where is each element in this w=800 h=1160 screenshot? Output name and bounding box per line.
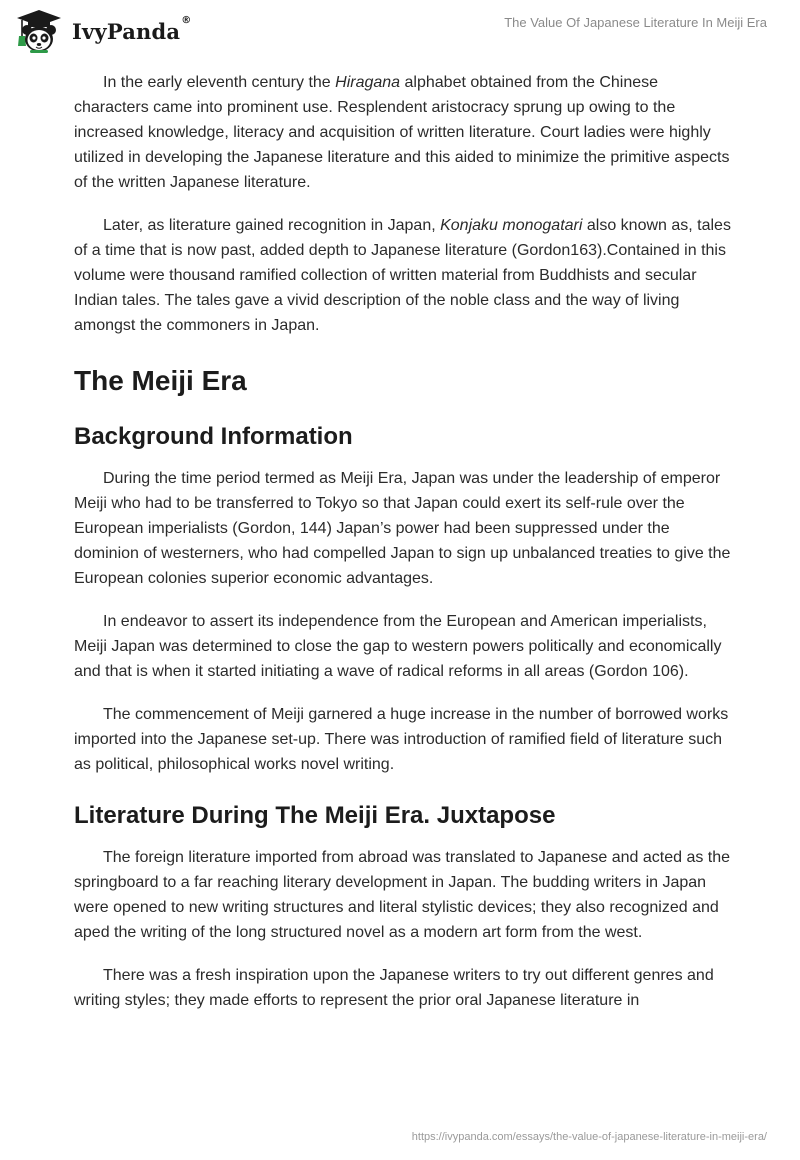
paragraph-literature-2: There was a fresh inspiration upon the Japanese writers to try out different genres and writing styles; they made efforts to represent the prior oral Japanese literature in — [74, 967, 714, 1009]
paragraph-literature-1: The foreign literature imported from abroad was translated to Japanese and acted as the springboard to a far reaching literary development in Japan. The budding writers in Japan were opened to new writing structures and literal stylistic devices; they also recognized and aped the writing of the long structured novel as a modern art form from the west. — [74, 849, 731, 941]
essay-body — [74, 70, 732, 1031]
paragraph-konjaku: Later, as literature gained recognition in Japan, Konjaku monogatari also known as, tales of a time that is now past, added depth to Japanese literature (Gordon163).Contained in this volume were thousand ramified collection of written material from Buddhists and secular Indian tales. The tales gave a vivid description of the noble class and the way of living amongst the commoners in Japan. — [74, 217, 731, 334]
subheading-background-information: Background Information — [74, 423, 353, 450]
source-url[interactable]: https://ivypanda.com/essays/the-value-of-japanese-literature-in-meiji-era/ — [411, 1131, 767, 1143]
term-konjaku-monogatari: Konjaku monogatari — [440, 217, 583, 234]
section-heading-meiji-era: The Meiji Era — [74, 365, 247, 396]
panda-graduate-icon — [14, 8, 64, 54]
paragraph-background-3: The commencement of Meiji garnered a huge increase in the number of borrowed works imported into the Japanese set-up. There was introduction of ramified field of literature such as political, philosophical works novel writing. — [74, 706, 729, 773]
paragraph-hiragana: In the early eleventh century the Hiragana alphabet obtained from the Chinese characters came into prominent use. Resplendent aristocracy sprung up owing to the increased knowledge, literacy and acquisition of written literature. Court ladies were highly utilized in developing the Japanese literature and this aided to minimize the primitive aspects of the written Japanese literature. — [74, 74, 730, 191]
document-title: The Value Of Japanese Literature In Meiji Era — [504, 15, 767, 30]
ivypanda-logo[interactable] — [14, 8, 191, 54]
paragraph-background-1: During the time period termed as Meiji Era, Japan was under the leadership of emperor Meiji who had to be transferred to Tokyo so that Japan could exert its self-rule over the European imperialists (Gordon, 144) Japan’s power had been suppressed under the dominion of westerners, who had compelled Japan to sign up unbalanced treaties to give the European colonies superior economic advantages. — [74, 470, 731, 587]
logo-wordmark: IvyPanda® — [72, 14, 192, 44]
term-hiragana: Hiragana — [335, 74, 401, 91]
subheading-literature-meiji-era: Literature During The Meiji Era. Juxtapose — [74, 802, 556, 829]
page-header — [0, 0, 800, 62]
paragraph-background-2: In endeavor to assert its independence from the European and American imperialists, Meiji Japan was determined to close the gap to western powers politically and economically and that is when it started initiating a wave of radical reforms in all areas (Gordon 106). — [74, 613, 722, 680]
